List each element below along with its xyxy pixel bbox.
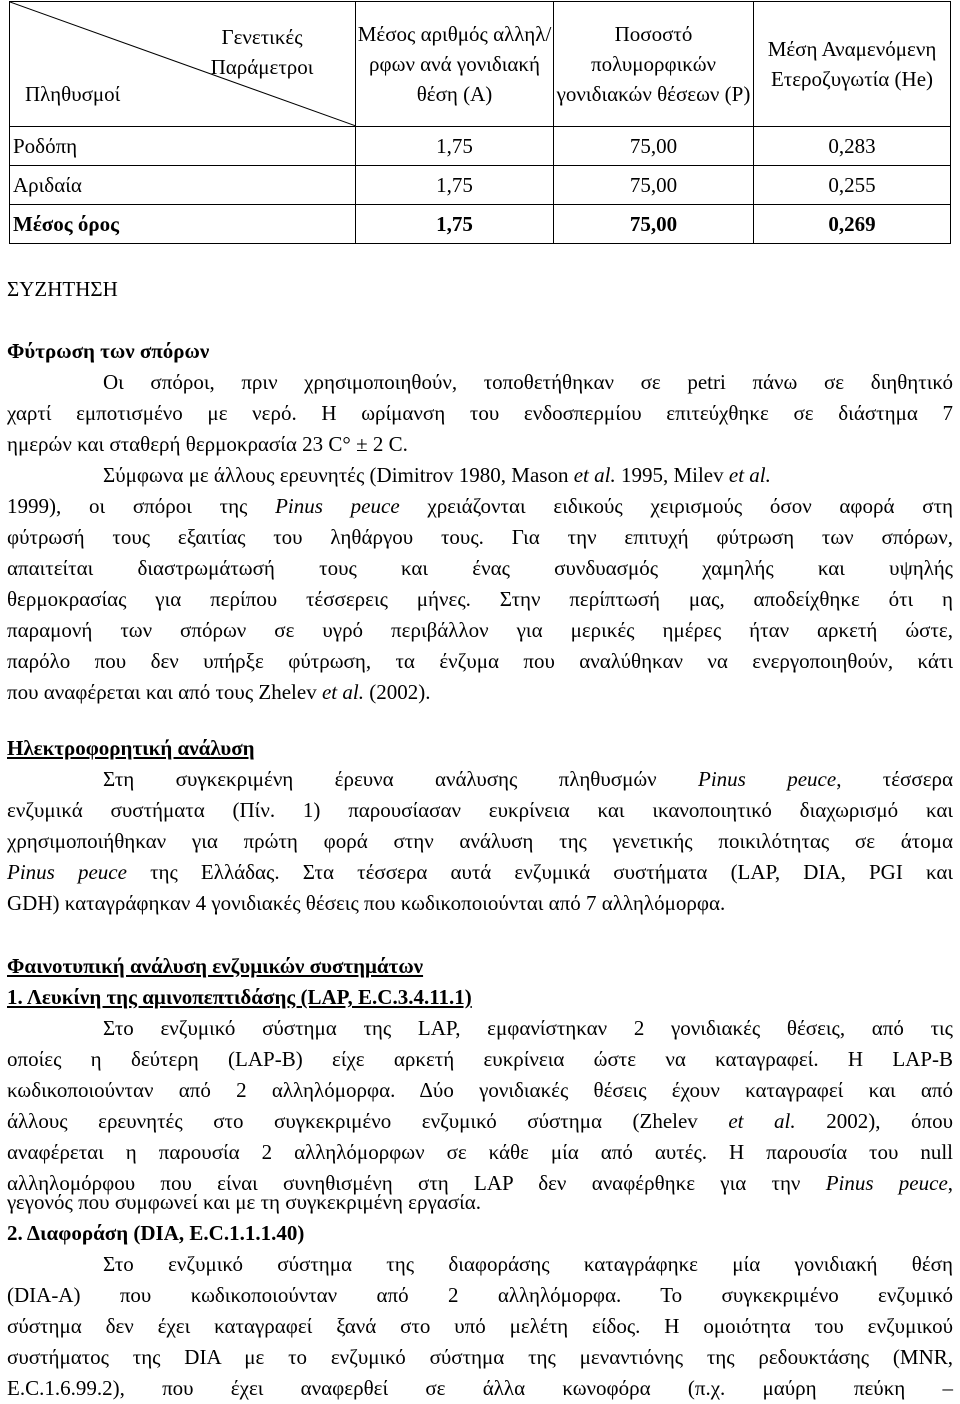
paragraph-line: (DIA-A) που κωδικοποιούνταν από 2 αλληλόμορφα. Το συγκεκριμένο ενζυμικό [7, 1283, 953, 1307]
lap-subheading: 1. Λευκίνη της αμινοπεπτιδάσης (LAP, E.C.3.4.11.1) [7, 985, 472, 1009]
text-run: (2002). [363, 680, 431, 704]
paragraph-line: κωδικοποιούνταν από 2 αλληλόμορφα. Δύο γονιδιακές θέσεις έχουν καταγραφεί και από [7, 1078, 953, 1102]
paragraph-line: ενζυμικά συστήματα (Πίν. 1) παρουσίασαν ευκρίνεια και ικανοποιητικό διαχωρισμό και [7, 798, 953, 822]
paragraph-line: χαρτί εμποτισμένο με νερό. Η ωρίμανση του ενδοσπερμίου επιτεύχθηκε σε διάστημα 7 [7, 401, 953, 425]
text-run: 2002), όπου [795, 1109, 953, 1133]
corner-top-label: Γενετικές Παράμετροι [210, 25, 314, 79]
paragraph-line: Στο ενζυμικό σύστημα της LAP, εμφανίστηκαν 2 γονιδιακές θέσεις, από τις [103, 1016, 953, 1040]
paragraph-line: αναφέρεται η παρουσία 2 αλληλόμορφων σε κάθε μία από αυτές. Η παρουσία του null [7, 1140, 953, 1164]
species-name: Pinus peuce [825, 1171, 948, 1195]
paragraph-line: E.C.1.6.99.2), που έχει αναφερθεί σε άλλα κωνοφόρα (π.χ. μαύρη πεύκη – [7, 1376, 953, 1400]
text-run: , τέσσερα [836, 767, 953, 791]
results-table [9, 1, 951, 244]
cell-p: 75,00 [554, 127, 754, 166]
species-name: Pinus peuce [698, 767, 837, 791]
row-name: Ροδόπη [10, 127, 356, 166]
section-title: ΣΥΖΗΤΗΣΗ [7, 277, 118, 301]
etal-text: et al. [728, 463, 771, 487]
column-header-a: Μέσος αριθμός αλληλ/ρφων ανά γονιδιακή θέση (A) [356, 2, 554, 127]
paragraph-line: συστήματος της DIA με το ενζυμικό σύστημα της μεναντιόνης της ρεδουκτάσης (MNR, [7, 1345, 953, 1369]
paragraph-line [7, 857, 953, 888]
row-name: Αριδαία [10, 166, 356, 205]
paragraph-line: GDH) καταγράφηκαν 4 γονιδιακές θέσεις που κωδικοποιούνται από 7 αλληλόμορφα. [7, 891, 726, 915]
table-corner-cell [10, 2, 356, 127]
phenotypic-heading: Φαινοτυπική ανάλυση ενζυμικών συστημάτων [7, 954, 424, 978]
paragraph-line: γεγονός που συμφωνεί και με τη συγκεκριμένη εργασία. [7, 1190, 481, 1214]
table-row [10, 166, 951, 205]
paragraph-line [7, 764, 953, 795]
text-run: Στη συγκεκριμένη έρευνα ανάλυσης πληθυσμών [103, 767, 699, 791]
cell-he: 0,283 [754, 127, 951, 166]
text-run: που αναφέρεται και από τους Zhelev [7, 680, 322, 704]
cell-p: 75,00 [554, 205, 754, 244]
electrophoresis-heading: Ηλεκτροφορητική ανάλυση [7, 736, 255, 760]
table-row [10, 127, 951, 166]
text-run: αλληλομόρφου που είναι συνηθισμένη στη LAP δεν αναφέρθηκε για την [7, 1171, 826, 1195]
species-name: Pinus peuce [7, 860, 127, 884]
table-row-mean [10, 205, 951, 244]
etal-text: et al. [321, 680, 364, 704]
paragraph-line: σύστημα δεν έχει καταγραφεί ξανά στο υπό μελέτη είδος. Η ομοιότητα του ενζυμικού [7, 1314, 953, 1338]
cell-a: 1,75 [356, 166, 554, 205]
text-run: 1999), οι σπόροι της [7, 494, 276, 518]
species-name: Pinus peuce [275, 494, 400, 518]
cell-he: 0,255 [754, 166, 951, 205]
text-run: άλλους ερευνητές στο συγκεκριμένο ενζυμικό σύστημα (Zhelev [7, 1109, 729, 1133]
paragraph-line: Στο ενζυμικό σύστημα της διαφοράσης καταγράφηκε μία γονιδιακή θέση [103, 1252, 953, 1276]
paragraph-line [7, 460, 953, 491]
paragraph-line [7, 677, 953, 708]
germination-heading: Φύτρωση των σπόρων [7, 339, 210, 363]
paragraph-line: οποίες η δεύτερη (LAP-B) είχε αρκετή ευκρίνεια ώστε να καταγραφεί. Η LAP-B [7, 1047, 953, 1071]
text-run: χρειάζονται ειδικούς χειρισμούς όσον αφορά στη [399, 494, 954, 518]
cell-a: 1,75 [356, 205, 554, 244]
paragraph-line: απαιτείται διαστρωμάτωσή τους και ένας συνδυασμός χαμηλής και υψηλής [7, 556, 953, 580]
paragraph-line: παρόλο που δεν υπήρξε φύτρωση, τα ένζυμα που αναλύθηκαν να ενεργοποιηθούν, κάτι [7, 649, 953, 673]
column-header-p: Ποσοστό πολυμορφικών γονιδιακών θέσεων (P) [554, 2, 754, 127]
paragraph-line [7, 1106, 953, 1137]
column-header-he: Μέση Αναμενόμενη Ετεροζυγωτία (He) [754, 2, 951, 127]
paragraph-line: φύτρωσή τους εξαιτίας του ληθάργου τους. Για την επιτυχή φύτρωση των σπόρων, [7, 525, 953, 549]
paragraph-line: θερμοκρασίας για περίπου τέσσερεις μήνες. Στην περίπτωσή μας, αποδείχθηκε ότι η [7, 587, 953, 611]
paragraph-line: παραμονή των σπόρων σε υγρό περιβάλλον για μερικές ημέρες ήταν αρκετή ώστε, [7, 618, 953, 642]
text-run: 1995, Milev [615, 463, 729, 487]
cell-a: 1,75 [356, 127, 554, 166]
text-run: Σύμφωνα με άλλους ερευνητές (Dimitrov 1980, Mason [103, 463, 574, 487]
paragraph-line: Οι σπόροι, πριν χρησιμοποιηθούν, τοποθετήθηκαν σε petri πάνω σε διηθητικό [103, 370, 953, 394]
text-run: , [947, 1171, 954, 1195]
cell-he: 0,269 [754, 205, 951, 244]
table-header-row [10, 2, 951, 127]
paragraph-line: ημερών και σταθερή θερμοκρασία 23 C° ± 2 C. [7, 432, 408, 456]
text-run: της Ελλάδας. Στα τέσσερα αυτά ενζυμικά συστήματα (LAP, DIA, PGI και [126, 860, 954, 884]
paragraph-line [7, 491, 953, 522]
etal-text: et al. [728, 1109, 796, 1133]
row-name: Μέσος όρος [10, 205, 356, 244]
dia-subheading: 2. Διαφοράση (DIA, E.C.1.1.1.40) [7, 1221, 305, 1245]
paragraph-line: χρησιμοποιήθηκαν για πρώτη φορά στην ανάλυση της γενετικής ποικιλότητας σε άτομα [7, 829, 953, 853]
cell-p: 75,00 [554, 166, 754, 205]
corner-bottom-label: Πληθυσμοί [25, 82, 121, 106]
etal-text: et al. [573, 463, 616, 487]
